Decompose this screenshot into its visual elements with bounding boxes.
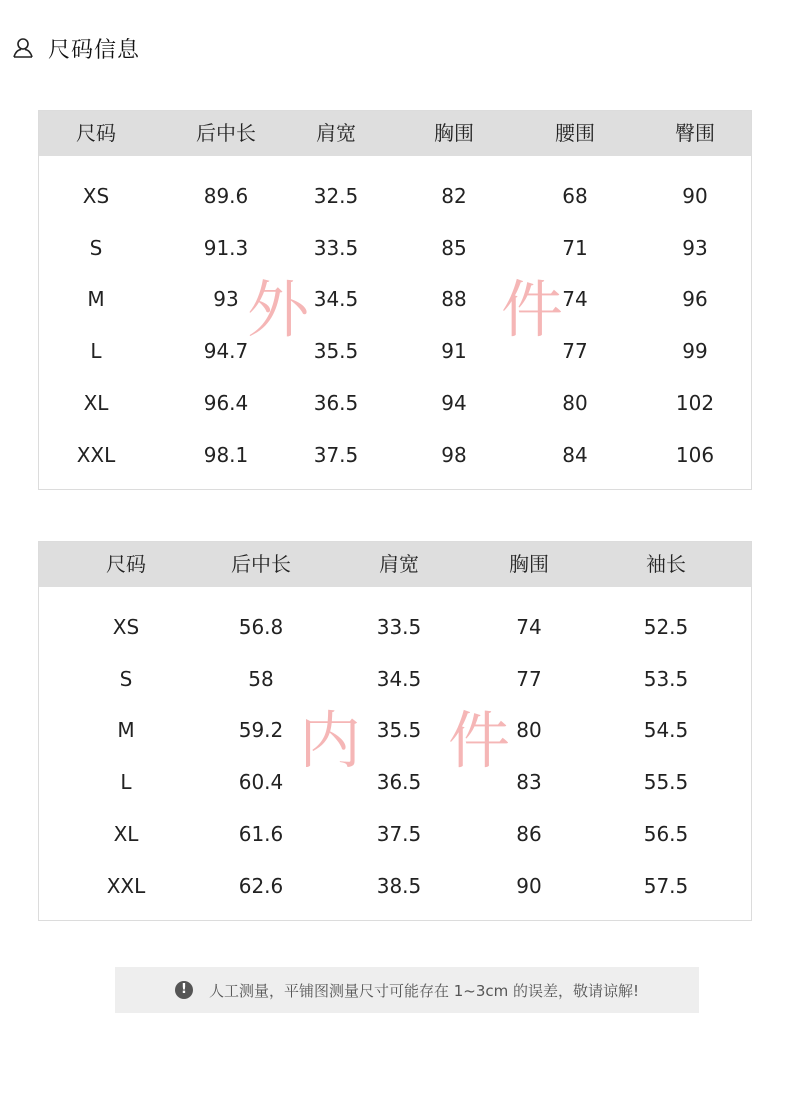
table-cell: 89.6	[203, 184, 249, 208]
table-cell: 82	[441, 184, 467, 208]
watermark-text: 外	[247, 273, 310, 346]
table-cell: XXL	[106, 874, 146, 898]
table-cell: XL	[113, 822, 139, 846]
table-cell: 36.5	[313, 391, 359, 415]
table-cell: XS	[112, 615, 140, 639]
table-cell: 94	[441, 391, 467, 415]
column-header: 腰围	[555, 121, 595, 145]
column-header: 肩宽	[379, 552, 419, 576]
table-cell: 77	[516, 667, 542, 691]
column-header: 尺码	[76, 121, 116, 145]
table-cell: 56.8	[238, 615, 284, 639]
table-cell: 36.5	[376, 770, 422, 794]
table-cell: 61.6	[238, 822, 284, 846]
table-cell: 68	[562, 184, 588, 208]
table-cell: 93	[213, 287, 239, 311]
table-cell: 96.4	[203, 391, 249, 415]
table-cell: 59.2	[238, 718, 284, 742]
table-header	[39, 111, 751, 156]
page-title: 尺码信息	[48, 37, 141, 63]
table-cell: 88	[441, 287, 467, 311]
column-header: 肩宽	[316, 121, 356, 145]
table-cell: 85	[441, 236, 467, 260]
table-cell: 96	[682, 287, 708, 311]
table-header	[39, 542, 751, 587]
table-cell: 71	[562, 236, 588, 260]
table-cell: 56.5	[643, 822, 689, 846]
table-cell: 57.5	[643, 874, 689, 898]
table-cell: 94.7	[203, 339, 249, 363]
table-cell: XL	[83, 391, 109, 415]
table-cell: 38.5	[376, 874, 422, 898]
table-cell: 33.5	[313, 236, 359, 260]
table-cell: 91	[441, 339, 467, 363]
table-cell: 34.5	[376, 667, 422, 691]
exclamation-icon: !	[175, 981, 193, 999]
column-header: 袖长	[646, 552, 686, 576]
watermark-text: 件	[501, 273, 564, 346]
inner-size-table	[38, 541, 752, 921]
table-cell: 54.5	[643, 718, 689, 742]
table-cell: 55.5	[643, 770, 689, 794]
column-header: 后中长	[231, 552, 291, 576]
outer-size-table	[38, 110, 752, 490]
table-cell: 37.5	[313, 443, 359, 467]
table-cell: 84	[562, 443, 588, 467]
table-cell: S	[119, 667, 133, 691]
table-cell: 74	[516, 615, 542, 639]
table-cell: 52.5	[643, 615, 689, 639]
table-cell: M	[87, 287, 105, 311]
watermark-text: 内	[299, 704, 362, 777]
watermark-text: 件	[448, 704, 511, 777]
table-cell: 86	[516, 822, 542, 846]
table-cell: 98	[441, 443, 467, 467]
person-icon	[12, 37, 34, 59]
table-cell: XXL	[76, 443, 116, 467]
column-header: 后中长	[196, 121, 256, 145]
table-cell: S	[89, 236, 103, 260]
table-cell: 60.4	[238, 770, 284, 794]
table-cell: 37.5	[376, 822, 422, 846]
table-cell: 77	[562, 339, 588, 363]
table-cell: 74	[562, 287, 588, 311]
table-cell: 35.5	[313, 339, 359, 363]
table-cell: 91.3	[203, 236, 249, 260]
table-cell: L	[120, 770, 132, 794]
table-cell: 106	[675, 443, 715, 467]
table-cell: 90	[682, 184, 708, 208]
table-cell: 32.5	[313, 184, 359, 208]
column-header: 臀围	[675, 121, 715, 145]
table-cell: 98.1	[203, 443, 249, 467]
table-cell: 35.5	[376, 718, 422, 742]
measurement-notice	[115, 967, 699, 1013]
table-cell: 34.5	[313, 287, 359, 311]
table-cell: 99	[682, 339, 708, 363]
table-cell: M	[117, 718, 135, 742]
table-cell: 80	[562, 391, 588, 415]
table-cell: XS	[82, 184, 110, 208]
table-cell: 102	[675, 391, 715, 415]
column-header: 胸围	[434, 121, 474, 145]
table-cell: 33.5	[376, 615, 422, 639]
column-header: 尺码	[106, 552, 146, 576]
column-header: 胸围	[509, 552, 549, 576]
table-cell: 93	[682, 236, 708, 260]
table-cell: 53.5	[643, 667, 689, 691]
table-cell: 80	[516, 718, 542, 742]
section-title	[12, 30, 140, 66]
table-cell: 90	[516, 874, 542, 898]
table-cell: 83	[516, 770, 542, 794]
table-cell: L	[90, 339, 102, 363]
notice-text: 人工测量，平铺图测量尺寸可能存在 1~3cm 的误差，敬请谅解!	[208, 981, 640, 1000]
table-cell: 58	[248, 667, 274, 691]
table-cell: 62.6	[238, 874, 284, 898]
